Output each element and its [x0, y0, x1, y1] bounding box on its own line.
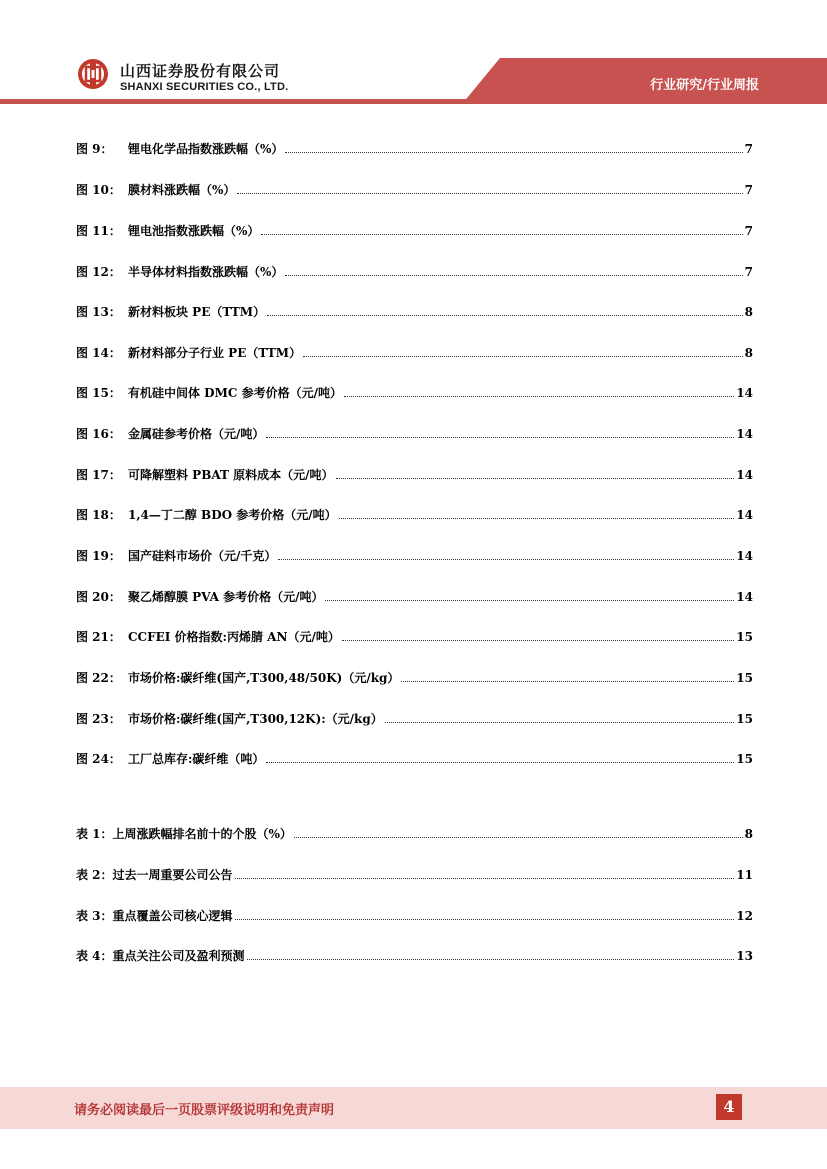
toc-entry[interactable]	[76, 506, 753, 524]
leader-dots	[344, 386, 734, 397]
toc-page: 15	[736, 630, 753, 644]
toc-title: 上周涨跌幅排名前十的个股（%）	[112, 827, 292, 841]
toc-entry[interactable]	[76, 547, 753, 565]
toc-page: 7	[744, 142, 753, 156]
toc-entry[interactable]	[76, 466, 753, 484]
leader-dots	[266, 752, 734, 763]
toc-entry[interactable]	[76, 384, 753, 402]
company-name-cn: 山西证券股份有限公司	[120, 62, 281, 80]
toc-title: 金属硅参考价格（元/吨）	[128, 427, 265, 441]
leader-dots	[267, 305, 743, 316]
toc-entry[interactable]	[76, 669, 753, 687]
toc-number: 图 15：	[76, 386, 121, 400]
toc-title: 锂电化学品指数涨跌幅（%）	[128, 142, 284, 156]
toc-number: 表 3：	[76, 909, 113, 923]
toc-title: 有机硅中间体 DMC 参考价格（元/吨）	[128, 386, 342, 400]
toc-number: 图 23：	[76, 712, 121, 726]
leader-dots	[261, 224, 742, 235]
toc-number: 表 4：	[76, 949, 113, 963]
toc-entry[interactable]	[76, 750, 753, 768]
leader-dots	[235, 868, 735, 879]
toc-title: 重点覆盖公司核心逻辑	[112, 909, 233, 923]
toc-entry[interactable]	[76, 303, 753, 321]
leader-dots	[247, 949, 735, 960]
toc-title: 1,4—丁二醇 BDO 参考价格（元/吨）	[128, 508, 337, 522]
toc-page: 7	[744, 183, 753, 197]
toc-page: 15	[736, 712, 753, 726]
toc-number: 图 10：	[76, 183, 121, 197]
disclaimer-notice: 请务必阅读最后一页股票评级说明和免责声明	[74, 1103, 335, 1118]
leader-dots	[285, 265, 742, 276]
leader-dots	[294, 827, 743, 838]
toc-number: 图 11：	[76, 224, 121, 238]
leader-dots	[278, 549, 734, 560]
toc-number: 图 9：	[76, 142, 113, 156]
toc-title: 半导体材料指数涨跌幅（%）	[128, 265, 284, 279]
leader-dots	[303, 346, 743, 357]
company-logo-icon	[77, 58, 109, 90]
toc-number: 表 1：	[76, 827, 113, 841]
toc-entry[interactable]	[76, 947, 753, 965]
leader-dots	[385, 712, 735, 723]
page-header	[0, 0, 827, 110]
toc-title: 聚乙烯醇膜 PVA 参考价格（元/吨）	[128, 590, 324, 604]
toc-page: 7	[744, 224, 753, 238]
toc-number: 图 24：	[76, 752, 121, 766]
toc-page: 14	[736, 590, 753, 604]
toc-page: 8	[744, 305, 753, 319]
toc-number: 图 22：	[76, 671, 121, 685]
toc-title: 可降解塑料 PBAT 原料成本（元/吨）	[128, 468, 334, 482]
toc-number: 图 18：	[76, 508, 121, 522]
toc-number: 图 19：	[76, 549, 121, 563]
toc-entry[interactable]	[76, 425, 753, 443]
toc-page: 15	[736, 671, 753, 685]
toc-page: 7	[744, 265, 753, 279]
toc-number: 图 17：	[76, 468, 121, 482]
leader-dots	[336, 468, 735, 479]
leader-dots	[285, 142, 742, 153]
toc-entry[interactable]	[76, 866, 753, 884]
toc-number: 图 14：	[76, 346, 121, 360]
toc-page: 13	[736, 949, 753, 963]
toc-entry[interactable]	[76, 344, 753, 362]
company-name-en: SHANXI SECURITIES CO., LTD.	[120, 81, 289, 93]
leader-dots	[401, 671, 734, 682]
toc-title: 膜材料涨跌幅（%）	[128, 183, 236, 197]
toc-page: 8	[744, 827, 753, 841]
toc-entry[interactable]	[76, 222, 753, 240]
leader-dots	[339, 508, 735, 519]
toc-entry[interactable]	[76, 710, 753, 728]
leader-dots	[237, 183, 742, 194]
toc-title: 新材料部分子行业 PE（TTM）	[128, 346, 302, 360]
toc-page: 11	[736, 868, 753, 882]
toc-entry[interactable]	[76, 825, 753, 843]
page-number: 4	[716, 1094, 742, 1120]
toc-page: 14	[736, 508, 753, 522]
toc-title: 市场价格:碳纤维(国产,T300,48/50K)（元/kg）	[128, 671, 400, 685]
toc-number: 表 2：	[76, 868, 113, 882]
toc-number: 图 13：	[76, 305, 121, 319]
toc-title: 新材料板块 PE（TTM）	[128, 305, 266, 319]
toc-page: 14	[736, 549, 753, 563]
toc-number: 图 21：	[76, 630, 121, 644]
toc-title: 过去一周重要公司公告	[112, 868, 233, 882]
toc-entry[interactable]	[76, 140, 753, 158]
toc-page: 14	[736, 427, 753, 441]
toc-page: 12	[736, 909, 753, 923]
toc-page: 15	[736, 752, 753, 766]
report-category: 行业研究/行业周报	[650, 78, 759, 93]
toc-title: 国产硅料市场价（元/千克）	[128, 549, 277, 563]
toc-page: 14	[736, 468, 753, 482]
toc-page: 14	[736, 386, 753, 400]
toc-number: 图 16：	[76, 427, 121, 441]
toc-title: 工厂总库存:碳纤维（吨）	[128, 752, 265, 766]
leader-dots	[325, 590, 734, 601]
toc-title: 市场价格:碳纤维(国产,T300,12K):（元/kg）	[128, 712, 383, 726]
toc-entry[interactable]	[76, 181, 753, 199]
toc-number: 图 20：	[76, 590, 121, 604]
toc-entry[interactable]	[76, 588, 753, 606]
toc-number: 图 12：	[76, 265, 121, 279]
leader-dots	[235, 909, 735, 920]
toc-entry[interactable]	[76, 628, 753, 646]
toc-entry[interactable]	[76, 263, 753, 281]
toc-entry[interactable]	[76, 907, 753, 925]
toc-title: 锂电池指数涨跌幅（%）	[128, 224, 260, 238]
toc-title: CCFEI 价格指数:丙烯腈 AN（元/吨）	[128, 630, 340, 644]
toc-page: 8	[744, 346, 753, 360]
toc-title: 重点关注公司及盈利预测	[112, 949, 245, 963]
leader-dots	[266, 427, 734, 438]
leader-dots	[342, 630, 734, 641]
